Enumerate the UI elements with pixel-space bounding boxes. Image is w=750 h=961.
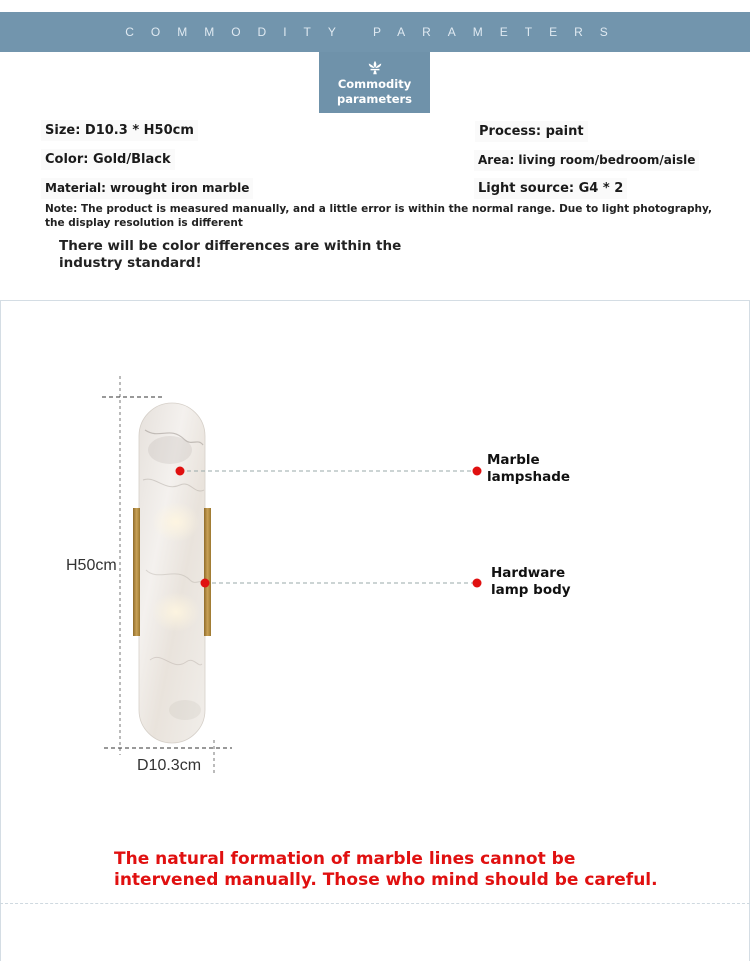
header-band — [0, 12, 750, 52]
callout-marble-lampshade — [487, 452, 570, 486]
diameter-label: D10.3cm — [137, 757, 202, 774]
bulb-glow — [152, 502, 200, 542]
badge-line-2: parameters — [336, 92, 413, 106]
marble-shadow — [148, 436, 192, 464]
bulb-glow — [152, 592, 200, 632]
param-size: Size: D10.3 * H50cm — [41, 120, 198, 141]
param-color: Color: Gold/Black — [41, 149, 175, 170]
callout-line-2: lamp body — [491, 582, 571, 598]
brass-edge-right — [204, 508, 211, 636]
bottom-divider — [0, 903, 750, 904]
badge-line-1: Commodity — [337, 77, 412, 91]
param-process: Process: paint — [475, 121, 588, 142]
callout-line-1: Hardware — [491, 565, 566, 581]
param-area: Area: living room/bedroom/aisle — [474, 150, 699, 171]
color-difference-note: There will be color differences are within the industry standard! — [59, 238, 402, 271]
callout-hardware-lamp-body — [491, 565, 571, 599]
callout-line-1: Marble — [487, 452, 540, 468]
lamp-diagram — [0, 300, 750, 800]
param-light-source: Light source: G4 * 2 — [474, 178, 627, 199]
brass-edge-left — [133, 508, 140, 636]
measurement-note: Note: The product is measured manually, and a little error is within the normal range. Due to light photography, the display resolution is different — [45, 203, 713, 229]
marble-shadow — [169, 700, 201, 720]
height-label: H50cm — [66, 557, 117, 574]
marker-dot-hardware — [201, 579, 210, 588]
header-title: COMMODITY PARAMETERS — [125, 25, 625, 39]
marble-warning: The natural formation of marble lines cannot be intervened manually. Those who mind should be careful. — [114, 849, 658, 890]
marker-dot-marble-end — [473, 467, 482, 476]
marker-dot-marble — [176, 467, 185, 476]
fleur-de-lis-icon — [366, 60, 384, 76]
callout-line-2: lampshade — [487, 469, 571, 485]
param-material: Material: wrought iron marble — [41, 178, 253, 199]
section-badge — [319, 52, 430, 113]
marker-dot-hardware-end — [473, 579, 482, 588]
